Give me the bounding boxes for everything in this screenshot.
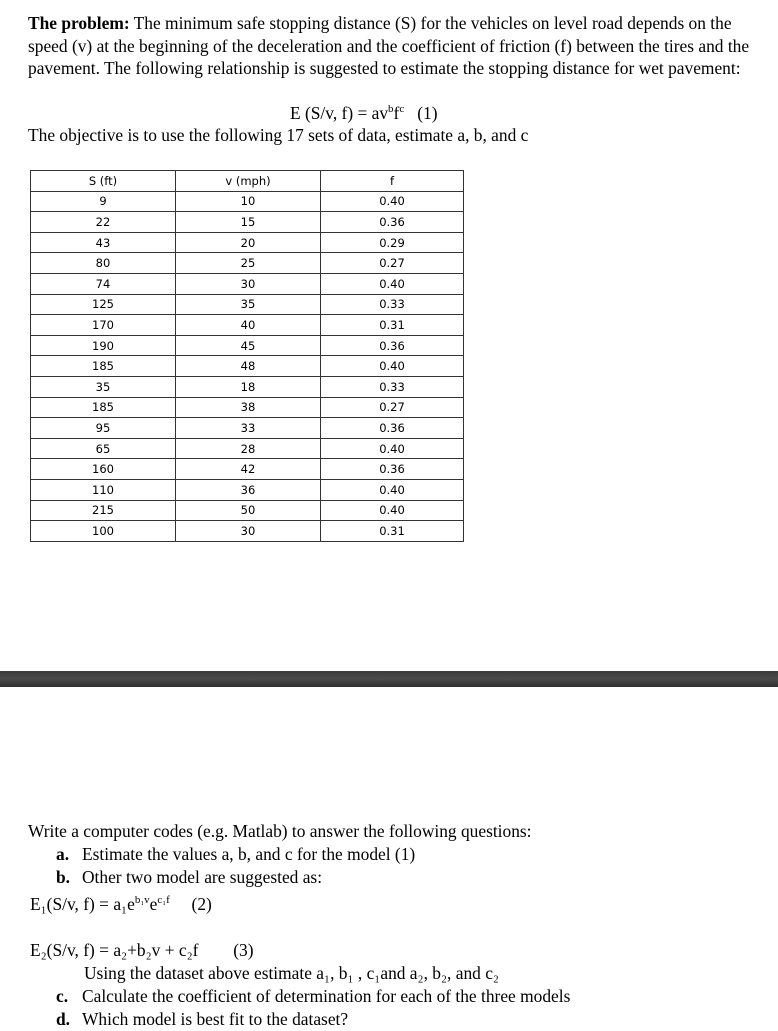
header-s: S (ft): [31, 171, 176, 192]
cell-v: 40: [176, 315, 321, 336]
cell-v: 28: [176, 438, 321, 459]
cell-f: 0.36: [321, 418, 464, 439]
data-table: [30, 170, 464, 542]
equation-1-f: f: [393, 103, 400, 123]
cell-s: 185: [31, 397, 176, 418]
cell-v: 30: [176, 521, 321, 542]
table-row: [31, 212, 464, 233]
header-v: v (mph): [176, 171, 321, 192]
cell-v: 35: [176, 294, 321, 315]
cell-s: 22: [31, 212, 176, 233]
cell-f: 0.31: [321, 315, 464, 336]
section-divider: [0, 671, 778, 687]
cell-v: 30: [176, 273, 321, 294]
question-b: [28, 866, 750, 889]
problem-statement: [28, 12, 750, 80]
equation-2-mid: e: [149, 893, 158, 914]
cell-s: 110: [31, 479, 176, 500]
cell-f: 0.40: [321, 500, 464, 521]
cell-f: 0.40: [321, 479, 464, 500]
table-row: [31, 500, 464, 521]
cell-f: 0.40: [321, 273, 464, 294]
questions-intro: Write a computer codes (e.g. Matlab) to answer the following questions:: [28, 821, 532, 841]
cell-s: 215: [31, 500, 176, 521]
cell-f: 0.31: [321, 521, 464, 542]
equation-2-exp2: c₁f: [157, 894, 170, 906]
problem-text: The minimum safe stopping distance (S) for the vehicles on level road depends on the speed (v) at the beginning of the deceleration and the coefficient of friction (f) between the tires and the pavement. The following relationship is suggested to estimate the stopping distance for wet pavement:: [28, 13, 750, 78]
table-row: [31, 253, 464, 274]
table-row: [31, 459, 464, 480]
table-row: [31, 273, 464, 294]
question-a-text: Estimate the values a, b, and c for the model (1): [82, 844, 416, 864]
cell-f: 0.40: [321, 191, 464, 212]
table-row: [31, 335, 464, 356]
equation-3: [28, 939, 750, 962]
cell-s: 43: [31, 232, 176, 253]
question-c-label: c.: [56, 985, 69, 1006]
cell-f: 0.36: [321, 335, 464, 356]
cell-s: 100: [31, 521, 176, 542]
equation-1-number: (1): [417, 103, 438, 123]
cell-s: 160: [31, 459, 176, 480]
table-row: [31, 521, 464, 542]
table-header-row: [31, 171, 464, 192]
objective-text: The objective is to use the following 17 sets of data, estimate a, b, and c: [28, 125, 529, 145]
cell-s: 95: [31, 418, 176, 439]
cell-s: 190: [31, 335, 176, 356]
table-body: [31, 191, 464, 541]
table-row: [31, 438, 464, 459]
cell-f: 0.29: [321, 232, 464, 253]
table-row: [31, 397, 464, 418]
using-dataset-text: Using the dataset above estimate a₁, b₁ , c₁and a₂, b₂, and c₂: [84, 962, 499, 983]
table-row: [31, 356, 464, 377]
question-a: [28, 843, 750, 866]
question-b-label: b.: [56, 867, 71, 887]
cell-v: 33: [176, 418, 321, 439]
cell-v: 25: [176, 253, 321, 274]
cell-v: 45: [176, 335, 321, 356]
equation-1: [290, 103, 438, 124]
equation-1-exp-b: b: [388, 103, 394, 116]
question-c-text: Calculate the coefficient of determination for each of the three models: [82, 985, 571, 1006]
cell-s: 74: [31, 273, 176, 294]
cell-v: 18: [176, 376, 321, 397]
question-b-text: Other two model are suggested as:: [82, 867, 323, 887]
cell-f: 0.33: [321, 294, 464, 315]
cell-v: 38: [176, 397, 321, 418]
equation-2-exp1: b₁v: [134, 894, 150, 906]
equation-1-exp-c: c: [399, 103, 405, 116]
questions-section: [28, 820, 750, 1031]
cell-s: 9: [31, 191, 176, 212]
cell-v: 42: [176, 459, 321, 480]
table-row: [31, 294, 464, 315]
cell-v: 10: [176, 191, 321, 212]
equation-2-number: (2): [191, 893, 212, 914]
equation-2-lhs: E₁(S/v, f) = a₁e: [30, 893, 135, 914]
table-row: [31, 232, 464, 253]
equation-3-text: E₂(S/v, f) = a₂+b₂v + c₂f: [30, 939, 199, 960]
cell-f: 0.27: [321, 397, 464, 418]
cell-s: 65: [31, 438, 176, 459]
cell-f: 0.27: [321, 253, 464, 274]
equation-1-lhs: E (S/v, f) = av: [290, 103, 389, 123]
question-d-text: Which model is best fit to the dataset?: [82, 1008, 349, 1029]
cell-f: 0.33: [321, 376, 464, 397]
cell-f: 0.36: [321, 212, 464, 233]
cell-f: 0.40: [321, 356, 464, 377]
question-d-label: d.: [56, 1008, 71, 1029]
cell-f: 0.36: [321, 459, 464, 480]
cell-v: 36: [176, 479, 321, 500]
cell-s: 125: [31, 294, 176, 315]
table-row: [31, 191, 464, 212]
question-a-label: a.: [56, 844, 70, 864]
cell-v: 50: [176, 500, 321, 521]
question-c: [28, 985, 750, 1008]
equation-3-number: (3): [233, 939, 254, 960]
equation-2: [28, 889, 750, 916]
cell-s: 35: [31, 376, 176, 397]
cell-s: 185: [31, 356, 176, 377]
cell-v: 20: [176, 232, 321, 253]
cell-s: 170: [31, 315, 176, 336]
table-row: [31, 418, 464, 439]
table-row: [31, 376, 464, 397]
cell-f: 0.40: [321, 438, 464, 459]
problem-heading: The problem:: [28, 13, 130, 33]
cell-s: 80: [31, 253, 176, 274]
cell-v: 15: [176, 212, 321, 233]
cell-v: 48: [176, 356, 321, 377]
table-row: [31, 479, 464, 500]
question-d: [28, 1008, 750, 1031]
table-row: [31, 315, 464, 336]
header-f: f: [321, 171, 464, 192]
